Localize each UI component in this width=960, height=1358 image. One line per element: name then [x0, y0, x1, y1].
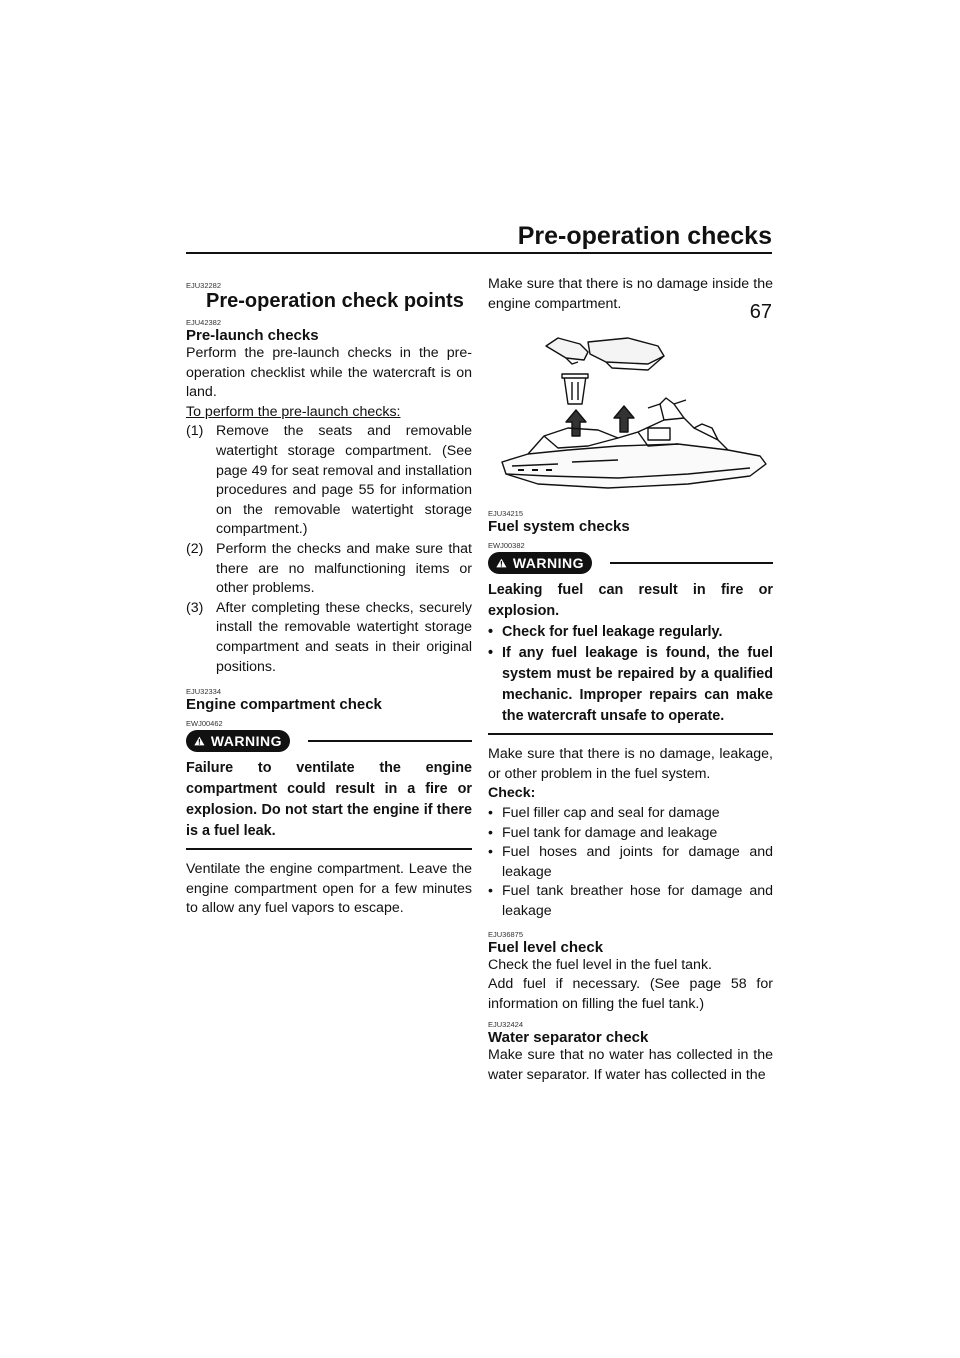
section-code: EJU32282: [186, 281, 222, 290]
page-number: 67: [749, 301, 772, 323]
check-item: [488, 882, 773, 921]
warning-badge: [186, 730, 290, 752]
check-item-text: Fuel hoses and joints for damage and leakage: [502, 844, 773, 880]
warning-bullet-text: Check for fuel leakage regularly.: [502, 624, 723, 641]
section-title: Pre-operation check points: [206, 290, 464, 312]
warning-triangle-icon: [194, 734, 205, 748]
step-number: (2): [186, 540, 204, 557]
fuel-warning-box: [488, 580, 773, 735]
step-item: [186, 599, 472, 677]
engine-body: Ventilate the engine compartment. Leave the engine compartment open for a few minutes to allow any fuel vapors to escape.: [186, 861, 472, 917]
engine-warning-code: EWJ00462: [186, 719, 223, 729]
check-item: [488, 804, 773, 824]
engine-continued: Make sure that there is no damage inside the engine compartment.: [488, 276, 773, 312]
water-sep-body: Make sure that no water has collected in the water separator. If water has collected in the: [488, 1047, 773, 1083]
engine-title: Engine compartment check: [186, 696, 382, 714]
step-number: (1): [186, 423, 204, 440]
step-text: After completing these checks, securely install the removable watertight storage compartment and seats in their original positions.: [216, 599, 472, 675]
fuel-system-body: Make sure that there is no damage, leakage, or other problem in the fuel system.: [488, 746, 773, 782]
warning-rule: [610, 562, 773, 564]
engine-warning-text: Failure to ventilate the engine compartment could result in a fire or explosion. Do not start the engine if there is a fuel leak.: [186, 758, 472, 850]
warning-bullet-text: If any fuel leakage is found, the fuel system must be repaired by a qualified mechanic. Improper repairs can make the watercraft unsafe to operate.: [502, 645, 773, 725]
check-item-text: Fuel tank breather hose for damage and leakage: [502, 883, 773, 919]
step-number: (3): [186, 599, 204, 616]
fuel-level-title: Fuel level check: [488, 938, 604, 956]
check-label: Check:: [488, 785, 536, 802]
bullet-dot: •: [488, 645, 494, 662]
step-text: Perform the checks and make sure that there are no malfunctioning items or other problems.: [216, 540, 472, 597]
warning-bullet-item: [488, 643, 773, 727]
fuel-system-code: EJU34215: [488, 509, 524, 519]
left-column: [186, 275, 472, 919]
warning-label: WARNING: [210, 733, 282, 750]
prelaunch-code: EJU42382: [186, 318, 222, 327]
warning-label: WARNING: [512, 555, 584, 572]
engine-code: EJU32334: [186, 687, 222, 697]
fuel-warning-header: [488, 552, 773, 574]
prelaunch-howto: To perform the pre-launch checks:: [186, 403, 401, 420]
fuel-warning-code: EWJ00382: [488, 541, 525, 551]
fuel-level-line: Add fuel if necessary. (See page 58 for information on filling the fuel tank.): [488, 976, 773, 1012]
water-sep-title: Water separator check: [488, 1029, 649, 1047]
check-item: [488, 843, 773, 882]
watercraft-illustration: [488, 324, 773, 494]
warning-bullet-item: [488, 622, 773, 643]
fuel-level-line: Check the fuel level in the fuel tank.: [488, 956, 712, 973]
check-item: [488, 824, 773, 844]
warning-rule: [308, 740, 472, 742]
prelaunch-intro: Perform the pre-launch checks in the pre-operation checklist while the watercraft is on land.: [186, 345, 472, 401]
fuel-system-title: Fuel system checks: [488, 518, 630, 536]
fuel-warning-lead: Leaking fuel can result in fire or explosion.: [488, 582, 773, 620]
bullet-dot: •: [488, 624, 494, 641]
step-item: [186, 540, 472, 599]
step-item: [186, 422, 472, 540]
right-column: [488, 275, 773, 1086]
bullet-dot: •: [488, 844, 493, 861]
water-sep-code: EJU32424: [488, 1020, 524, 1030]
check-item-text: Fuel tank for damage and leakage: [502, 824, 718, 841]
page-header-title: Pre-operation checks: [517, 222, 772, 250]
header-rule: [186, 252, 772, 254]
warning-triangle-icon: [496, 556, 507, 570]
fuel-level-code: EJU36875: [488, 929, 524, 939]
prelaunch-title: Pre-launch checks: [186, 327, 319, 344]
engine-warning-header: [186, 730, 472, 752]
bullet-dot: •: [488, 824, 493, 841]
bullet-dot: •: [488, 883, 493, 900]
warning-badge: [488, 552, 592, 574]
bullet-dot: •: [488, 804, 493, 821]
step-text: Remove the seats and removable watertight storage compartment. (See page 49 for seat removal and installation procedures and page 55 for information on the removable watertight storage compartment.): [216, 423, 472, 538]
check-item-text: Fuel filler cap and seal for damage: [502, 804, 720, 821]
